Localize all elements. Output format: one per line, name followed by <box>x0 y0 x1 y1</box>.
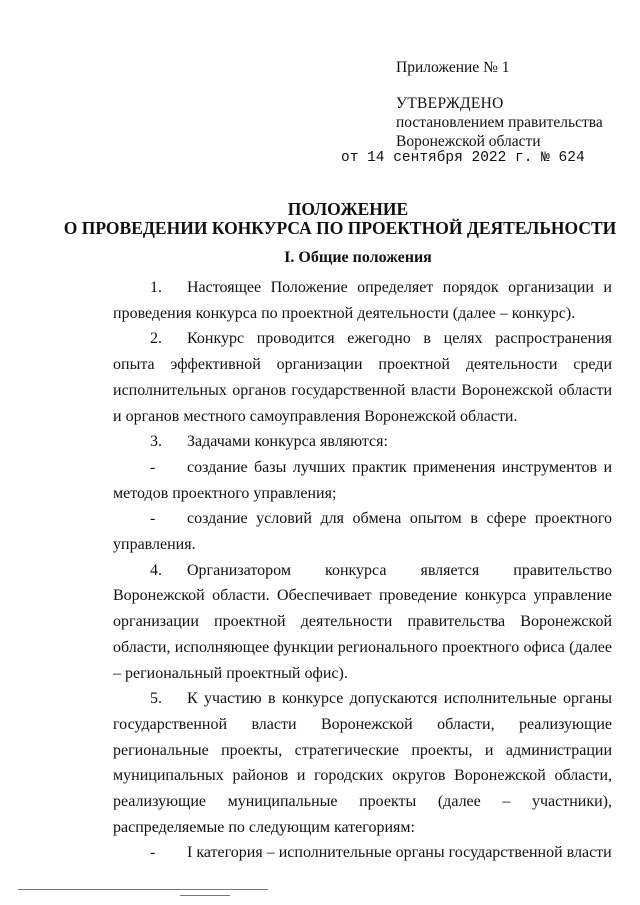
paragraph-text: Конкурс проводится ежегодно в целях распространения опыта эффективной организации проектной деятельности среди исполнительных органов государственной власти Воронежской области и органов местного самоуправления Воронежской области. <box>113 330 612 425</box>
decree-line-1: постановлением правительства <box>396 114 603 131</box>
approved-stamp-text: УТВЕРЖДЕНО <box>396 95 504 112</box>
footer-divider <box>18 889 268 890</box>
decree-date: от 14 сентября 2022 г. № 624 <box>341 150 585 166</box>
footer-divider-short <box>180 895 230 896</box>
paragraph-text: Организатором конкурса является правительство Воронежской области. Обеспечивает проведение конкурса управление организации проектной деятельности правительства Воронежской области, исполняющее функции регионального проектного офиса (далее – региональный проектный офис). <box>113 561 612 682</box>
list-item-2 <box>113 506 612 557</box>
section-title: I. Общие положения <box>284 249 432 266</box>
paragraph-number: 3. <box>150 433 162 451</box>
paragraph-2 <box>113 326 612 429</box>
list-dash: - <box>150 844 156 862</box>
paragraph-3 <box>113 429 612 455</box>
paragraph-1 <box>113 275 612 326</box>
paragraph-text: Настоящее Положение определяет порядок организации и проведения конкурса по проектной деятельности (далее – конкурс). <box>113 279 612 322</box>
paragraph-number: 1. <box>150 279 162 296</box>
paragraph-text: К участию в конкурсе допускаются исполнительные органы государственной власти Воронежской области, реализующие региональные проекты, стратегические проекты, и администрации муниципальных районов и городских округов Воронежской области, реализующие муниципальные проекты (далее – участники), распределяемые по следующим категориям: <box>113 690 612 836</box>
paragraph-text: Задачами конкурса являются: <box>187 433 388 451</box>
document-title-line-1: ПОЛОЖЕНИЕ <box>287 199 409 219</box>
paragraph-number: 5. <box>150 690 162 708</box>
list-dash: - <box>150 458 156 476</box>
approval-block <box>396 58 626 151</box>
list-item-1 <box>113 455 612 506</box>
annex-label: Приложение № 1 <box>396 59 510 76</box>
list-item-text: создание базы лучших практик применения инструментов и методов проектного управления; <box>113 458 612 502</box>
paragraph-number: 2. <box>150 330 162 348</box>
list-item-text: создание условий для обмена опытом в сфере проектного управления. <box>113 510 612 554</box>
list-item-text: I категория – исполнительные органы государственной власти <box>187 844 612 862</box>
paragraph-number: 4. <box>150 561 162 579</box>
list-item-3 <box>113 840 612 866</box>
decree-line-2: Воронежской области <box>396 133 541 150</box>
paragraph-4 <box>113 558 612 687</box>
list-dash: - <box>150 510 156 528</box>
paragraph-5 <box>113 686 612 840</box>
document-body <box>113 275 612 866</box>
document-title-line-2: О ПРОВЕДЕНИИ КОНКУРСА ПО ПРОЕКТНОЙ ДЕЯТЕЛЬНОСТИ <box>63 218 617 238</box>
